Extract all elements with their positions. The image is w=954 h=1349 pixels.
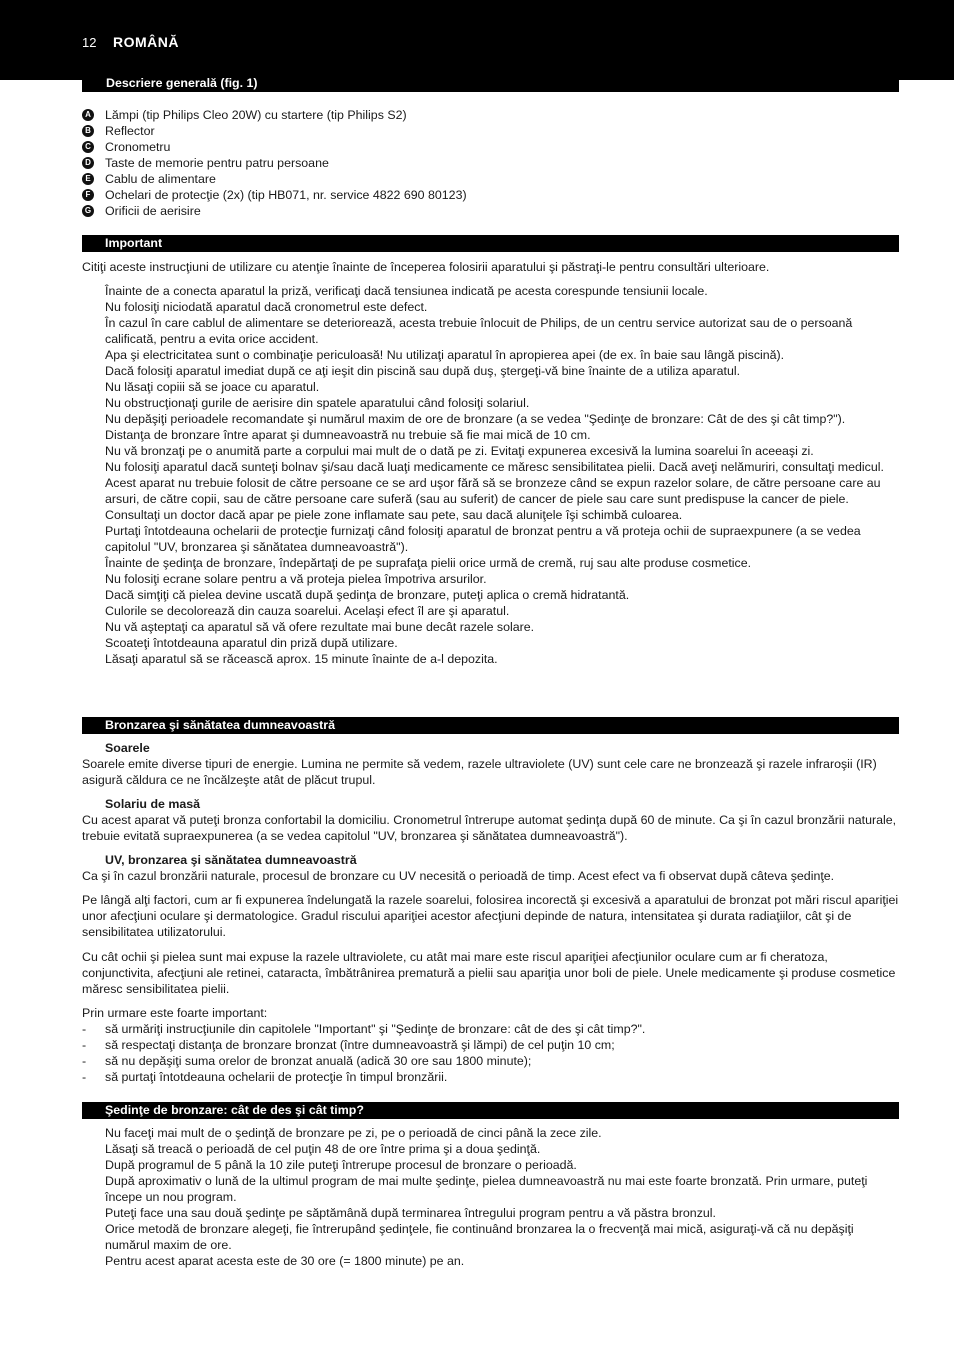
page-number: 12 [82,35,97,50]
list-item: Înainte de a conecta aparatul la priză, verificaţi dacă tensiunea indicată pe acesta corespunde tensiunii locale. [105,284,708,298]
list-item: Nu faceţi mai mult de o şedinţă de bronzare pe zi, pe o perioadă de cinci până la zece zile. [105,1126,602,1140]
list-item: Înainte de şedinţa de bronzare, îndepărtaţi de pe suprafaţa pielii orice urmă de cremă, ruj sau alte produse cosmetice. [105,556,752,570]
list-item: Nu obstrucţionaţi gurile de aerisire din spatele aparatului când folosiţi solariul. [105,396,530,410]
legend-item: D Taste de memorie pentru patru persoane [82,155,900,171]
legend-item: E Cablu de alimentare [82,171,900,187]
paragraph-uv-1: Ca şi în cazul bronzării naturale, procesul de bronzare cu UV necesită o perioadă de timp. Acest efect va fi observat după câteva şedinţe. [82,869,835,883]
badge-icon: E [82,173,94,185]
section-header-health: Bronzarea şi sănătatea dumneavoastră [82,717,899,734]
dash-list [82,1021,900,1085]
section-header-important: Important [82,235,899,252]
list-item: Acest aparat nu trebuie folosit de către persoane ce se ard uşor fără să se bronzeze când se expun razelor solare, de către persoane care au arsuri, de către copii, sau de către persoane care suferă (sau au suferit) de cancer de piele sau care sunt predispuse la cancer de piele. [105,476,881,506]
badge-icon: C [82,141,94,153]
badge-icon: G [82,205,94,217]
list-item: - să purtaţi întotdeauna ochelarii de protecţie în timpul bronzării. [82,1070,448,1084]
list-item: După aproximativ o lună de la ultimul program de mai multe şedinţe, pielea dumneavoastră nu mai este foarte bronzată. Prin urmare, puteţi începe un nou program. [105,1174,868,1204]
list-item: Pentru acest aparat acesta este de 30 ore (= 1800 minute) pe an. [105,1254,465,1268]
badge-icon: B [82,125,94,137]
badge-icon: A [82,109,94,121]
header-bar [0,0,954,80]
legend-item: G Orificii de aerisire [82,203,900,219]
list-item: Nu folosiţi ecrane solare pentru a vă proteja pielea împotriva arsurilor. [105,572,487,586]
list-item: Puteţi face una sau două şedinţe pe săptămână după terminarea întregului program pentru a vă păstra bronzul. [105,1206,716,1220]
list-item: Nu folosiţi niciodată aparatul dacă cronometrul este defect. [105,300,428,314]
list-item: Consultaţi un doctor dacă apar pe piele zone inflamate sau pete, sau dacă aluniţele îşi schimbă culoarea. [105,508,683,522]
paragraph-sun: Soarele emite diverse tipuri de energie. Lumina ne permite să vedem, razele ultraviolete (UV) sunt cele care ne bronzează şi razele infraroşii (IR) asigură căldura ce ne încălzeşte atât de plăcut trupul. [82,757,877,787]
legend-item: F Ochelari de protecţie (2x) (tip HB071, nr. service 4822 690 80123) [82,187,900,203]
list-item: - să urmăriţi instrucţiunile din capitolele "Important" şi "Şedinţe de bronzare: cât de des şi cât timp?". [82,1022,646,1036]
paragraph-solarium: Cu acest aparat vă puteţi bronza confortabil la domiciliu. Cronometrul întrerupe automat şedinţa după 60 de minute. Ca şi în cazul bronzării naturale, trebuie evitată supraexpunerea (a se vedea capitolul "UV, bronzarea şi sănătatea dumneavoastră"). [82,813,897,843]
paragraph-uv-2: Pe lângă alţi factori, cum ar fi expunerea îndelungată la razele soarelui, folosirea incorectă şi excesivă a aparatului de bronzat pot mări riscul apariţiei unor afecţiuni oculare şi dermatologice. Gradul riscului apariţiei acestor afecţiuni depinde de natura, intensitatea şi durata radiaţiilor, cât şi de sensibilitatea utilizatorului. [82,893,899,939]
list-item: Apa şi electricitatea sunt o combinaţie periculoasă! Nu utilizaţi aparatul în apropierea apei (de ex. în baie sau lângă piscină). [105,348,785,362]
list-item: Nu vă aşteptaţi ca aparatul să vă ofere rezultate mai bune decât razele solare. [105,620,535,634]
list-item: Purtaţi întotdeauna ochelarii de protecţie furnizaţi când folosiţi aparatul de bronzat pentru a vă proteja ochii de supraexpunere (a se vedea capitolul "UV, bronzarea şi sănătatea dumneavoastră"). [105,524,861,554]
list-item: Distanţa de bronzare între aparat şi dumneavoastră nu trebuie să fie mai mică de 10 cm. [105,428,591,442]
legend-item: A Lămpi (tip Philips Cleo 20W) cu startere (tip Philips S2) [82,107,900,123]
legend-item: C Cronometru [82,139,900,155]
badge-icon: F [82,189,94,201]
paragraph-uv-3: Cu cât ochii şi pielea sunt mai expuse la razele ultraviolete, cu atât mai mare este riscul apariţiei afecţiunilor oculare cum ar fi cheratoza, conjunctivita, afecţiuni ale retinei, cataracta, îmbătrânirea prematură a pielii sau apariţia unor boli de piele. Unele medicamente şi produse cosmetice măresc sensibilitatea pielii. [82,950,896,996]
section-header-sessions: Şedinţe de bronzare: cât de des şi cât timp? [82,1102,899,1119]
legend-list [82,107,900,219]
list-item: Nu depăşiţi perioadele recomandate şi numărul maxim de ore de bronzare (a se vedea "Şedinţe de bronzare: Cât de des şi cât timp?"). [105,412,846,426]
list-item: Nu folosiţi aparatul dacă sunteţi bolnav şi/sau dacă luaţi medicamente ce măresc sensibilitatea pielii. Dacă aveţi nelămuriri, consultaţi medicul. [105,460,884,474]
list-item: Dacă folosiţi aparatul imediat după ce aţi ieşit din piscină sau după duş, ştergeţi-vă bine înainte de a utiliza aparatul. [105,364,741,378]
section-header-general: Descriere generală (fig. 1) [82,75,899,92]
list-item: Culorile se decolorează din cauza soarelui. Acelaşi efect îl are şi aparatul. [105,604,510,618]
important-intro: Citiţi aceste instrucţiuni de utilizare cu atenţie înainte de începerea folosirii aparatului şi păstraţi-le pentru consultări ulterioare. [82,260,770,274]
subheading-solarium: Solariu de masă [105,797,201,811]
language-title: ROMÂNĂ [113,34,179,50]
list-item: Dacă simţiţi că pielea devine uscată după şedinţa de bronzare, puteţi aplica o cremă hidratantă. [105,588,630,602]
sessions-list [105,1125,900,1269]
list-item: - să nu depăşiţi suma orelor de bronzat anuală (adică 30 ore sau 1800 minute); [82,1054,532,1068]
list-item: Nu vă bronzaţi pe o anumită parte a corpului mai mult de o dată pe zi. Evitaţi expunerea excesivă la lumina soarelui în aceeaşi zi. [105,444,814,458]
subheading-uv: UV, bronzarea şi sănătatea dumneavoastră [105,853,357,867]
list-item: În cazul în care cablul de alimentare se deteriorează, acesta trebuie înlocuit de Philips, de un centru service autorizat sau de o persoană calificată, pentru a evita orice accident. [105,316,853,346]
list-intro: Prin urmare este foarte important: [82,1006,268,1020]
list-item: Lăsaţi să treacă o perioadă de cel puţin 48 de ore între prima şi a doua şedinţă. [105,1142,541,1156]
list-item: Lăsaţi aparatul să se răcească aprox. 15 minute înainte de a-l depozita. [105,652,498,666]
list-item: Orice metodă de bronzare alegeţi, fie întrerupând şedinţele, fie continuând bronzarea la o frecvenţă mai mică, asiguraţi-vă că nu depăşiţi numărul maxim de ore. [105,1222,854,1252]
badge-icon: D [82,157,94,169]
list-item: Scoateţi întotdeauna aparatul din priză după utilizare. [105,636,398,650]
list-item: După programul de 5 până la 10 zile puteţi întrerupe procesul de bronzare o perioadă. [105,1158,577,1172]
important-list [105,283,900,667]
subheading-sun: Soarele [105,741,150,755]
legend-item: B Reflector [82,123,900,139]
list-item: - să respectaţi distanţa de bronzare bronzat (între dumneavoastră şi lămpi) de cel puţin 10 cm; [82,1038,615,1052]
list-item: Nu lăsaţi copiii să se joace cu aparatul. [105,380,320,394]
